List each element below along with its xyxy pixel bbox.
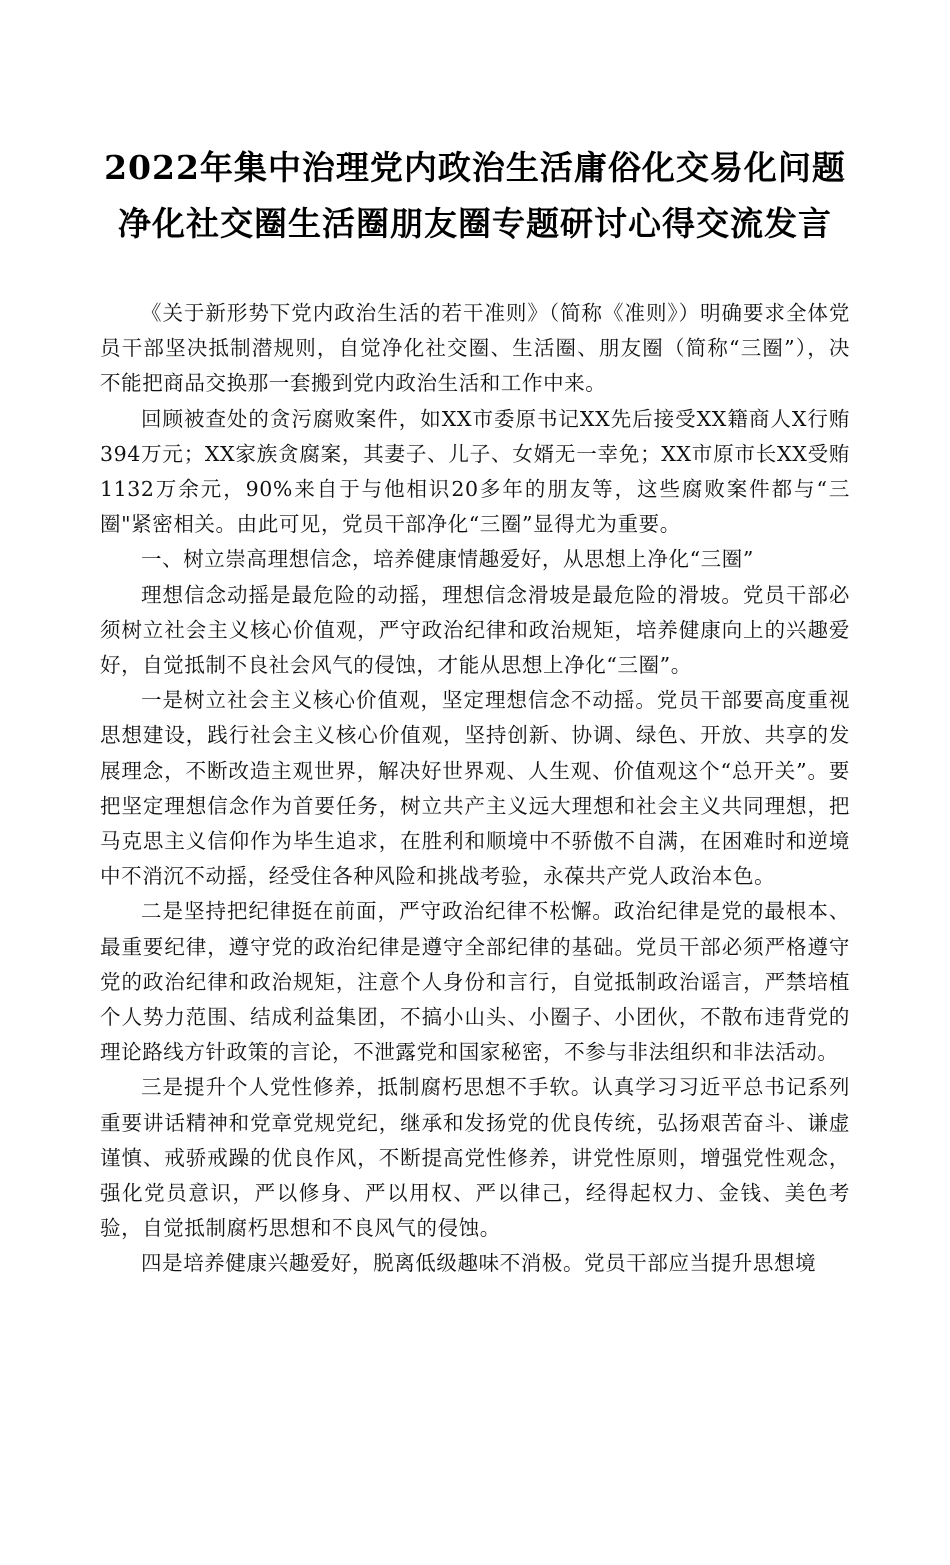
paragraph-point-1: 一是树立社会主义核心价值观，坚定理想信念不动摇。党员干部要高度重视思想建设，践行社会主义核心价值观，坚持创新、协调、绿色、开放、共享的发展理念，不断改造主观世界，解决好世界观、人生观、价值观这个“总开关”。要把坚定理想信念作为首要任务，树立共产主义远大理想和社会主义共同理想，把马克思主义信仰作为毕生追求，在胜利和顺境中不骄傲不自满，在困难时和逆境中不消沉不动摇，经受住各种风险和挑战考验，永葆共产党人政治本色。: [100, 688, 850, 889]
title-line-1: 2022年集中治理党内政治生活庸俗化交易化问题: [104, 148, 846, 187]
paragraph-point-3: 三是提升个人党性修养，抵制腐朽思想不手软。认真学习习近平总书记系列重要讲话精神和党章党规党纪，继承和发扬党的优良传统，弘扬艰苦奋斗、谦虚谨慎、戒骄戒躁的优良作风，不断提高党性修养，讲党性原则，增强党性观念，强化党员意识，严以修身、严以用权、严以律己，经得起权力、金钱、美色考验，自觉抵制腐朽思想和不良风气的侵蚀。: [100, 1075, 850, 1241]
document-body: [100, 296, 850, 1282]
section-heading-1: 一、树立崇高理想信念，培养健康情趣爱好，从思想上净化“三圈”: [141, 547, 754, 572]
paragraph-cases: 回顾被查处的贪污腐败案件，如XX市委原书记XX先后接受XX籍商人X行贿394万元；XX家族贪腐案，其妻子、儿子、女婿无一幸免；XX市原市长XX受贿1132万余元，90%来自于与他相识20多年的朋友等，这些腐败案件都与“三圈"紧密相关。由此可见，党员干部净化“三圈”显得尤为重要。: [100, 406, 850, 537]
document-title: [100, 140, 850, 252]
paragraph-point-4: 四是培养健康兴趣爱好，脱离低级趣味不消极。党员干部应当提升思想境: [141, 1251, 817, 1276]
paragraph-intro: 《关于新形势下党内政治生活的若干准则》（简称《准则》）明确要求全体党员干部坚决抵制潜规则，自觉净化社交圈、生活圈、朋友圈（简称“三圈”），决不能把商品交换那一套搬到党内政治生活和工作中来。: [100, 301, 850, 396]
title-line-2: 净化社交圈生活圈朋友圈专题研讨心得交流发言: [118, 204, 832, 243]
paragraph-point-2: 二是坚持把纪律挺在前面，严守政治纪律不松懈。政治纪律是党的最根本、最重要纪律，遵守党的政治纪律是遵守全部纪律的基础。党员干部必须严格遵守党的政治纪律和政治规矩，注意个人身份和言行，自觉抵制政治谣言，严禁培植个人势力范围、结成利益集团，不搞小山头、小圈子、小团伙，不散布违背党的理论路线方针政策的言论，不泄露党和国家秘密，不参与非法组织和非法活动。: [100, 899, 850, 1065]
paragraph-section-1-intro: 理想信念动摇是最危险的动摇，理想信念滑坡是最危险的滑坡。党员干部必须树立社会主义核心价值观，严守政治纪律和政治规矩，培养健康向上的兴趣爱好，自觉抵制不良社会风气的侵蚀，才能从思想上净化“三圈”。: [100, 582, 850, 678]
